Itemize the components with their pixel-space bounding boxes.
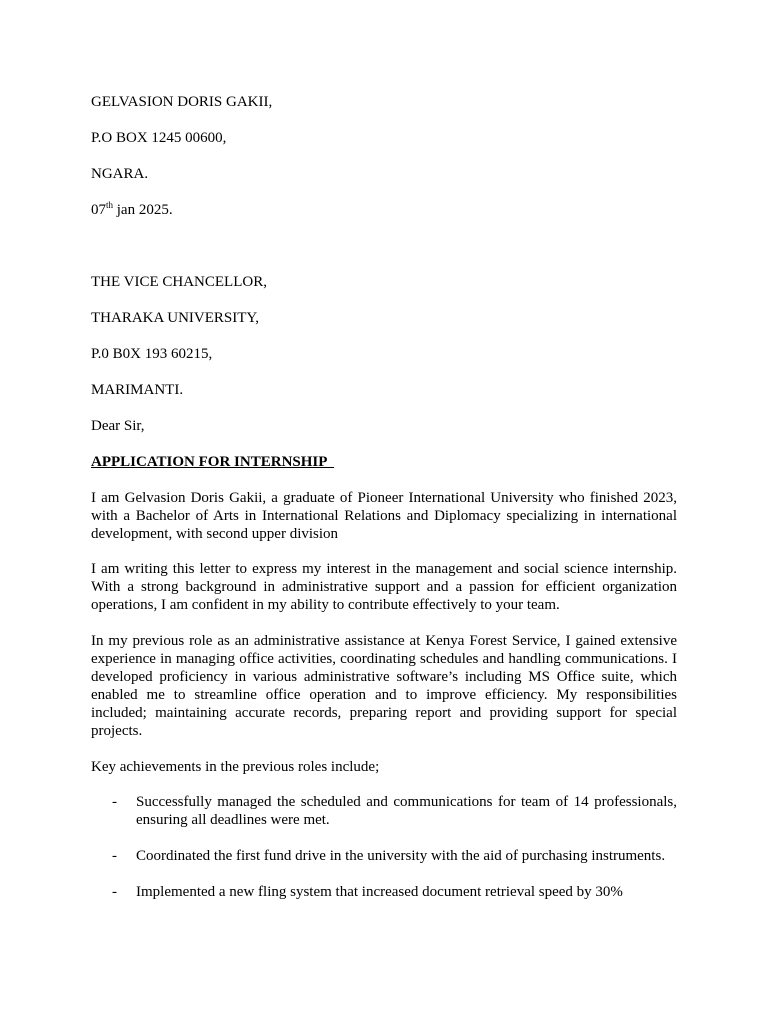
sender-town: NGARA. — [91, 166, 149, 182]
list-bullet: - — [112, 848, 117, 864]
recipient-address: P.0 B0X 193 60215, — [91, 346, 213, 362]
date-day: 07 — [91, 202, 106, 218]
body-paragraph-achievements-intro: Key achievements in the previous roles include; — [91, 759, 380, 775]
list-item: Successfully managed the scheduled and communications for team of 14 professionals, ensuring all deadlines were met. — [136, 794, 677, 828]
list-item: Coordinated the first fund drive in the university with the aid of purchasing instruments. — [136, 848, 666, 864]
salutation: Dear Sir, — [91, 418, 145, 434]
list-bullet: - — [112, 794, 117, 810]
body-paragraph-intro: I am Gelvasion Doris Gakii, a graduate of Pioneer International University who finished 2023, with a Bachelor of Arts in International Relations and Diplomacy specializing in international development, with second upper division — [91, 490, 677, 542]
recipient-title: THE VICE CHANCELLOR, — [91, 274, 267, 290]
date-rest: jan 2025. — [113, 202, 173, 218]
sender-address: P.O BOX 1245 00600, — [91, 130, 227, 146]
body-paragraph-interest: I am writing this letter to express my interest in the management and social science internship. With a strong background in administrative support and a passion for efficient organization operations, I am confident in my ability to contribute effectively to your team. — [91, 561, 677, 613]
list-bullet: - — [112, 884, 117, 900]
letter-date — [91, 201, 173, 219]
recipient-institution: THARAKA UNIVERSITY, — [91, 310, 260, 326]
sender-name: GELVASION DORIS GAKII, — [91, 94, 273, 110]
letter-heading: APPLICATION FOR INTERNSHIP — [91, 454, 335, 470]
recipient-town: MARIMANTI. — [91, 382, 184, 398]
date-suffix: th — [106, 200, 114, 210]
body-paragraph-experience: In my previous role as an administrative assistance at Kenya Forest Service, I gained extensive experience in managing office activities, coordinating schedules and handling communications. I developed proficiency in various administrative software’s including MS Office suite, which enabled me to streamline office operation and to improve efficiency. My responsibilities included; maintaining accurate records, preparing report and providing support for special projects. — [91, 633, 677, 739]
list-item: Implemented a new fling system that increased document retrieval speed by 30% — [136, 884, 623, 900]
